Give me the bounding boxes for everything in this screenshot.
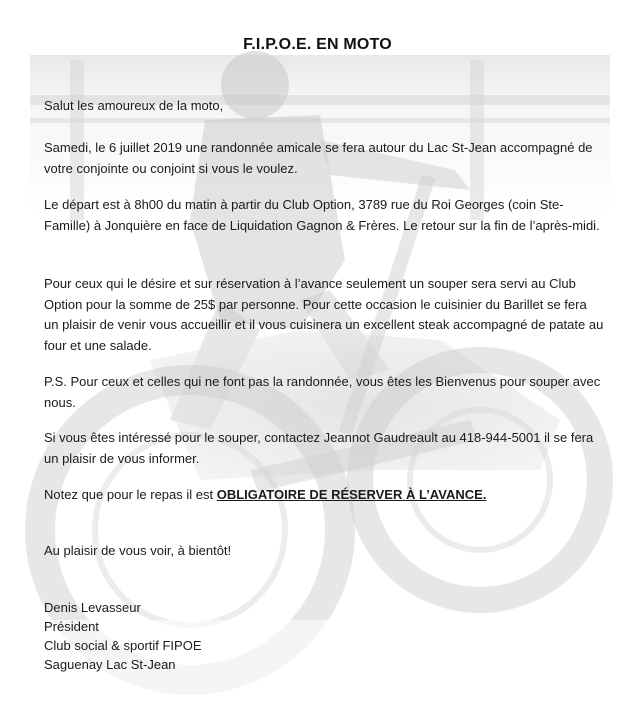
paragraph-ps: P.S. Pour ceux et celles qui ne font pas la randonnée, vous êtes les Bienvenus pour souper avec nous.: [44, 374, 601, 410]
signature-location: Saguenay Lac St-Jean: [44, 657, 176, 672]
paragraph-departure: Le départ est à 8h00 du matin à partir du Club Option, 3789 rue du Roi Georges (coin Ste-Famille) à Jonquière en face de Liquidation Gagnon & Frères. Le retour sur la fin de l’après-midi.: [44, 197, 600, 233]
paragraph-date: Samedi, le 6 juillet 2019 une randonnée amicale se fera autour du Lac St-Jean accompagné de votre conjointe ou conjoint si vous le voulez.: [44, 140, 593, 176]
page-title: F.I.P.O.E. EN MOTO: [243, 36, 392, 53]
notice-emphasis: OBLIGATOIRE DE RÉSERVER À L’AVANCE.: [216, 487, 487, 502]
closing-line: Au plaisir de vous voir, à bientôt!: [44, 543, 232, 558]
paragraph-contact: Si vous êtes intéressé pour le souper, contactez Jeannot Gaudreault au 418-944-5001 il se fera un plaisir de vous informer.: [44, 430, 594, 466]
notice-prefix: Notez que pour le repas il est: [44, 487, 217, 502]
signature-name: Denis Levasseur: [44, 600, 141, 615]
paragraph-dinner: Pour ceux qui le désire et sur réservation à l’avance seulement un souper sera servi au Club Option pour la somme de 25$ par personne. Pour cette occasion le cuisinier du Barillet se fera un plaisir de venir vous accueillir et il vous cuisinera un excellent steak accompagné de patate au four et une salade.: [44, 276, 604, 353]
reservation-notice: [44, 485, 604, 506]
greeting: Salut les amoureux de la moto,: [44, 98, 224, 113]
signature-organization: Club social & sportif FIPOE: [44, 638, 202, 653]
signature-role: Président: [44, 619, 99, 634]
